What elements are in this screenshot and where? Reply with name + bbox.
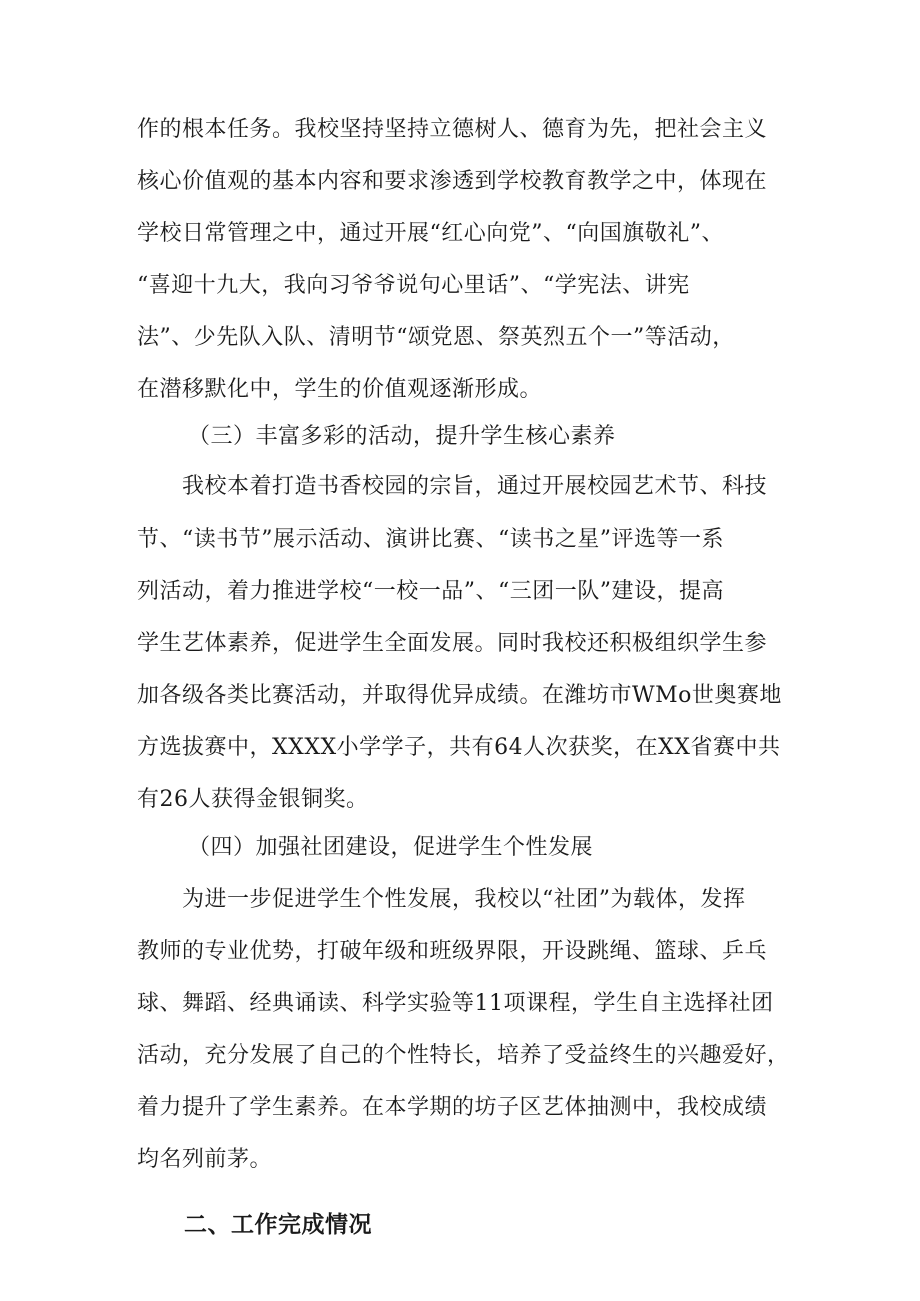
subsection-heading: （三）丰富多彩的活动，提升学生核心素养 [188,424,616,449]
body-line: 球、舞蹈、经典诵读、科学实验等11项课程，学生自主选择社团 [137,991,774,1016]
body-line: 列活动，着力推进学校“一校一品”、“三团一队”建设，提高 [137,579,724,604]
body-line: 教师的专业优势，打破年级和班级界限，开设跳绳、篮球、乒乓 [137,939,768,964]
body-line: 有26人获得金银铜奖。 [137,787,369,812]
body-line: 作的根本任务。我校坚持坚持立德树人、德育为先，把社会主义 [137,117,768,142]
body-line: 加各级各类比赛活动，并取得优异成绩。在潍坊市WMo世奥赛地 [137,683,782,708]
body-line: 方选拔赛中，XXXX小学学子，共有64人次获奖，在XX省赛中共 [137,735,781,760]
body-line: “喜迎十九大，我向习爷爷说句心里话”、“学宪法、讲宪 [137,273,690,298]
body-line: 学校日常管理之中，通过开展“红心向党”、“向国旗敬礼”、 [137,221,724,246]
body-line: 着力提升了学生素养。在本学期的坊子区艺体抽测中，我校成绩 [137,1095,768,1120]
subsection-heading: （四）加强社团建设，促进学生个性发展 [188,835,594,860]
body-line: 均名列前茅。 [137,1147,273,1172]
section-heading: 二、工作完成情况 [184,1212,372,1238]
body-line: 节、“读书节”展示活动、演讲比赛、“读书之星”评选等一系 [137,527,724,552]
body-line: 为进一步促进学生个性发展，我校以“社团”为载体，发挥 [182,887,746,912]
body-line: 我校本着打造书香校园的宗旨，通过开展校园艺术节、科技 [182,474,768,499]
body-line: 学生艺体素养，促进学生全面发展。同时我校还积极组织学生参 [137,631,768,656]
body-line: 法”、少先队入队、清明节“颂党恩、祭英烈五个一”等活动， [137,325,735,350]
body-line: 活动，充分发展了自己的个性特长，培养了受益终生的兴趣爱好， [137,1043,790,1068]
body-line: 核心价值观的基本内容和要求渗透到学校教育教学之中，体现在 [137,169,768,194]
body-line: 在潜移默化中，学生的价值观逐渐形成。 [137,377,543,402]
